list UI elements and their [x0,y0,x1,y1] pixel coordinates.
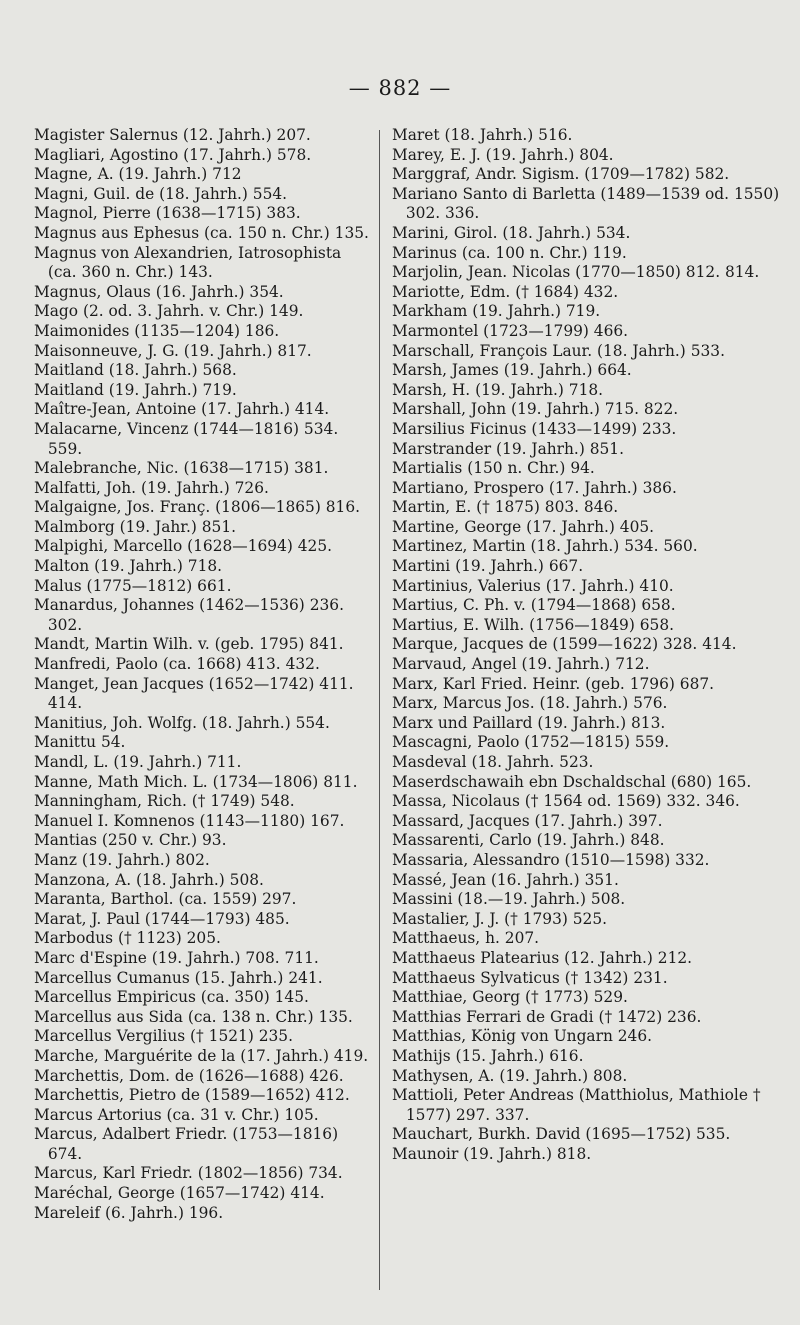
index-entry: Manget, Jean Jacques (1652—1742) 411. 414. [34,674,354,713]
index-entry: Manittu 54. [34,733,126,752]
index-entry: Mascagni, Paolo (1752—1815) 559. [392,733,670,752]
index-entry: Marsh, H. (19. Jahrh.) 718. [392,380,604,399]
index-entry: Matthaeus Platearius (12. Jahrh.) 212. [392,948,693,967]
index-entry: Marbodus († 1123) 205. [34,929,221,948]
index-entry: Marc d'Espine (19. Jahrh.) 708. 711. [34,948,319,967]
index-entry: Marschall, François Laur. (18. Jahrh.) 533. [392,341,725,360]
index-entry: Marcellus Vergilius († 1521) 235. [34,1027,293,1046]
index-entry: Marinus (ca. 100 n. Chr.) 119. [392,243,627,262]
index-entry: Marcellus Empiricus (ca. 350) 145. [34,988,309,1007]
index-entry: Massa, Nicolaus († 1564 od. 1569) 332. 346. [392,792,740,811]
index-entry: Markham (19. Jahrh.) 719. [392,302,601,321]
index-entry: Malpighi, Marcello (1628—1694) 425. [34,537,333,556]
index-entry: Marstrander (19. Jahrh.) 851. [392,439,624,458]
index-entry: Matthaeus, h. 207. [392,929,540,948]
index-entry: Marx, Karl Fried. Heinr. (geb. 1796) 687. [392,674,715,693]
index-entry: Marshall, John (19. Jahrh.) 715. 822. [392,400,679,419]
index-entry: Mattioli, Peter Andreas (Matthiolus, Mathiole † 1577) 297. 337. [392,1086,761,1124]
index-entry: Mauchart, Burkh. David (1695—1752) 535. [392,1125,731,1144]
index-entry: Masdeval (18. Jahrh. 523. [392,753,594,771]
index-entry: Martinez, Martin (18. Jahrh.) 534. 560. [392,537,698,556]
index-entry: Manitius, Joh. Wolfg. (18. Jahrh.) 554. [34,713,330,732]
index-entry: Magnus aus Ephesus (ca. 150 n. Chr.) 135. [34,223,369,242]
index-entry: Maréchal, George (1657—1742) 414. [34,1184,325,1203]
index-entry: Massé, Jean (16. Jahrh.) 351. [392,870,619,889]
index-entry: Mathijs (15. Jahrh.) 616. [392,1046,584,1065]
index-entry: Marx und Paillard (19. Jahrh.) 813. [392,713,666,732]
index-entry: Maranta, Barthol. (ca. 1559) 297. [34,890,297,909]
index-entry: Martini (19. Jahrh.) 667. [392,557,584,576]
index-entry: Martine, George (17. Jahrh.) 405. [392,517,655,536]
index-entry: Mariano Santo di Barletta (1489—1539 od. 1550) 302. 336. [392,184,780,223]
index-entry: Marey, E. J. (19. Jahrh.) 804. [392,145,614,164]
index-entry: Mathysen, A. (19. Jahrh.) 808. [392,1066,628,1085]
index-column-right [392,126,780,1164]
index-entry: Magni, Guil. de (18. Jahrh.) 554. [34,184,288,203]
index-entry: Magnol, Pierre (1638—1715) 383. [34,204,301,223]
index-entry: Malfatti, Joh. (19. Jahrh.) 726. [34,478,269,497]
index-entry: Marx, Marcus Jos. (18. Jahrh.) 576. [392,694,668,713]
index-entry: Marat, J. Paul (1744—1793) 485. [34,909,290,928]
index-entry: Marchettis, Dom. de (1626—1688) 426. [34,1066,344,1085]
index-entry: Marsh, James (19. Jahrh.) 664. [392,361,632,380]
index-entry: Martin, E. († 1875) 803. 846. [392,498,619,517]
index-entry: Manningham, Rich. († 1749) 548. [34,792,295,811]
index-entry: Malmborg (19. Jahr.) 851. [34,517,237,536]
index-entry: Matthaeus Sylvaticus († 1342) 231. [392,968,668,987]
index-entry: Marchettis, Pietro de (1589—1652) 412. [34,1086,350,1105]
index-entry: Massarenti, Carlo (19. Jahrh.) 848. [392,831,665,850]
index-entry: Marsilius Ficinus (1433—1499) 233. [392,419,677,438]
index-entry: Mago (2. od. 3. Jahrh. v. Chr.) 149. [34,302,304,321]
index-entry: Maret (18. Jahrh.) 516. [392,126,573,144]
index-entry: Mariotte, Edm. († 1684) 432. [392,282,619,301]
index-entry: Malus (1775—1812) 661. [34,576,232,595]
index-entry: Mandl, L. (19. Jahrh.) 711. [34,753,242,771]
index-entry: Maimonides (1135—1204) 186. [34,321,280,340]
index-entry: Mantias (250 v. Chr.) 93. [34,831,227,850]
index-entry: Martius, E. Wilh. (1756—1849) 658. [392,615,674,634]
index-entry: Maître-Jean, Antoine (17. Jahrh.) 414. [34,400,330,419]
index-entry: Martiano, Prospero (17. Jahrh.) 386. [392,478,677,497]
index-entry: Marcus Artorius (ca. 31 v. Chr.) 105. [34,1105,319,1124]
index-entry: Martius, C. Ph. v. (1794—1868) 658. [392,596,676,615]
index-entry: Martinius, Valerius (17. Jahrh.) 410. [392,576,674,595]
index-entry: Matthiae, Georg († 1773) 529. [392,988,628,1007]
index-entry: Marini, Girol. (18. Jahrh.) 534. [392,223,631,242]
index-entry: Martialis (150 n. Chr.) 94. [392,459,595,478]
index-entry: Magnus von Alexandrien, Iatrosophista (ca. 360 n. Chr.) 143. [34,243,342,282]
index-entry: Malgaigne, Jos. Franç. (1806—1865) 816. [34,498,361,517]
index-entry: Manz (19. Jahrh.) 802. [34,850,210,869]
index-entry: Magliari, Agostino (17. Jahrh.) 578. [34,145,312,164]
index-entry: Manfredi, Paolo (ca. 1668) 413. 432. [34,655,320,674]
index-entry: Marjolin, Jean. Nicolas (1770—1850) 812. 814. [392,263,760,282]
index-entry: Maunoir (19. Jahrh.) 818. [392,1144,592,1163]
index-entry: Maisonneuve, J. G. (19. Jahrh.) 817. [34,341,312,360]
index-entry: Marmontel (1723—1799) 466. [392,321,629,340]
index-entry: Marcus, Karl Friedr. (1802—1856) 734. [34,1164,343,1183]
index-entry: Manuel I. Komnenos (1143—1180) 167. [34,811,345,830]
column-divider [379,130,380,1290]
index-entry: Massaria, Alessandro (1510—1598) 332. [392,850,710,869]
index-entry: Marcus, Adalbert Friedr. (1753—1816) 674. [34,1125,339,1163]
index-entry: Massard, Jacques (17. Jahrh.) 397. [392,811,663,830]
index-entry: Manzona, A. (18. Jahrh.) 508. [34,870,264,889]
index-entry: Magister Salernus (12. Jahrh.) 207. [34,126,311,144]
index-entry: Marcellus aus Sida (ca. 138 n. Chr.) 135. [34,1007,353,1026]
index-entry: Malton (19. Jahrh.) 718. [34,557,223,576]
index-entry: Magne, A. (19. Jahrh.) 712 [34,165,242,184]
index-entry: Marcellus Cumanus (15. Jahrh.) 241. [34,968,323,987]
index-entry: Marggraf, Andr. Sigism. (1709—1782) 582. [392,165,730,184]
index-entry: Malebranche, Nic. (1638—1715) 381. [34,459,329,478]
index-entry: Manne, Math Mich. L. (1734—1806) 811. [34,772,358,791]
index-entry: Marque, Jacques de (1599—1622) 328. 414. [392,635,737,654]
index-entry: Matthias Ferrari de Gradi († 1472) 236. [392,1007,702,1026]
index-entry: Magnus, Olaus (16. Jahrh.) 354. [34,282,284,301]
index-entry: Matthias, König von Ungarn 246. [392,1027,653,1046]
index-entry: Marvaud, Angel (19. Jahrh.) 712. [392,655,650,674]
index-entry: Marche, Marguérite de la (17. Jahrh.) 419. [34,1046,369,1065]
index-entry: Manardus, Johannes (1462—1536) 236. 302. [34,596,344,634]
index-entry: Mandt, Martin Wilh. v. (geb. 1795) 841. [34,635,344,654]
index-entry: Maserdschawaih ebn Dschaldschal (680) 165. [392,772,752,791]
index-entry: Mastalier, J. J. († 1793) 525. [392,909,608,928]
index-entry: Massini (18.—19. Jahrh.) 508. [392,890,626,909]
index-entry: Mareleif (6. Jahrh.) 196. [34,1203,224,1222]
index-column-left [34,126,372,1223]
index-entry: Maitland (18. Jahrh.) 568. [34,361,237,380]
page-number: — 882 — [348,76,452,100]
index-entry: Malacarne, Vincenz (1744—1816) 534. 559. [34,419,339,458]
index-entry: Maitland (19. Jahrh.) 719. [34,380,237,399]
